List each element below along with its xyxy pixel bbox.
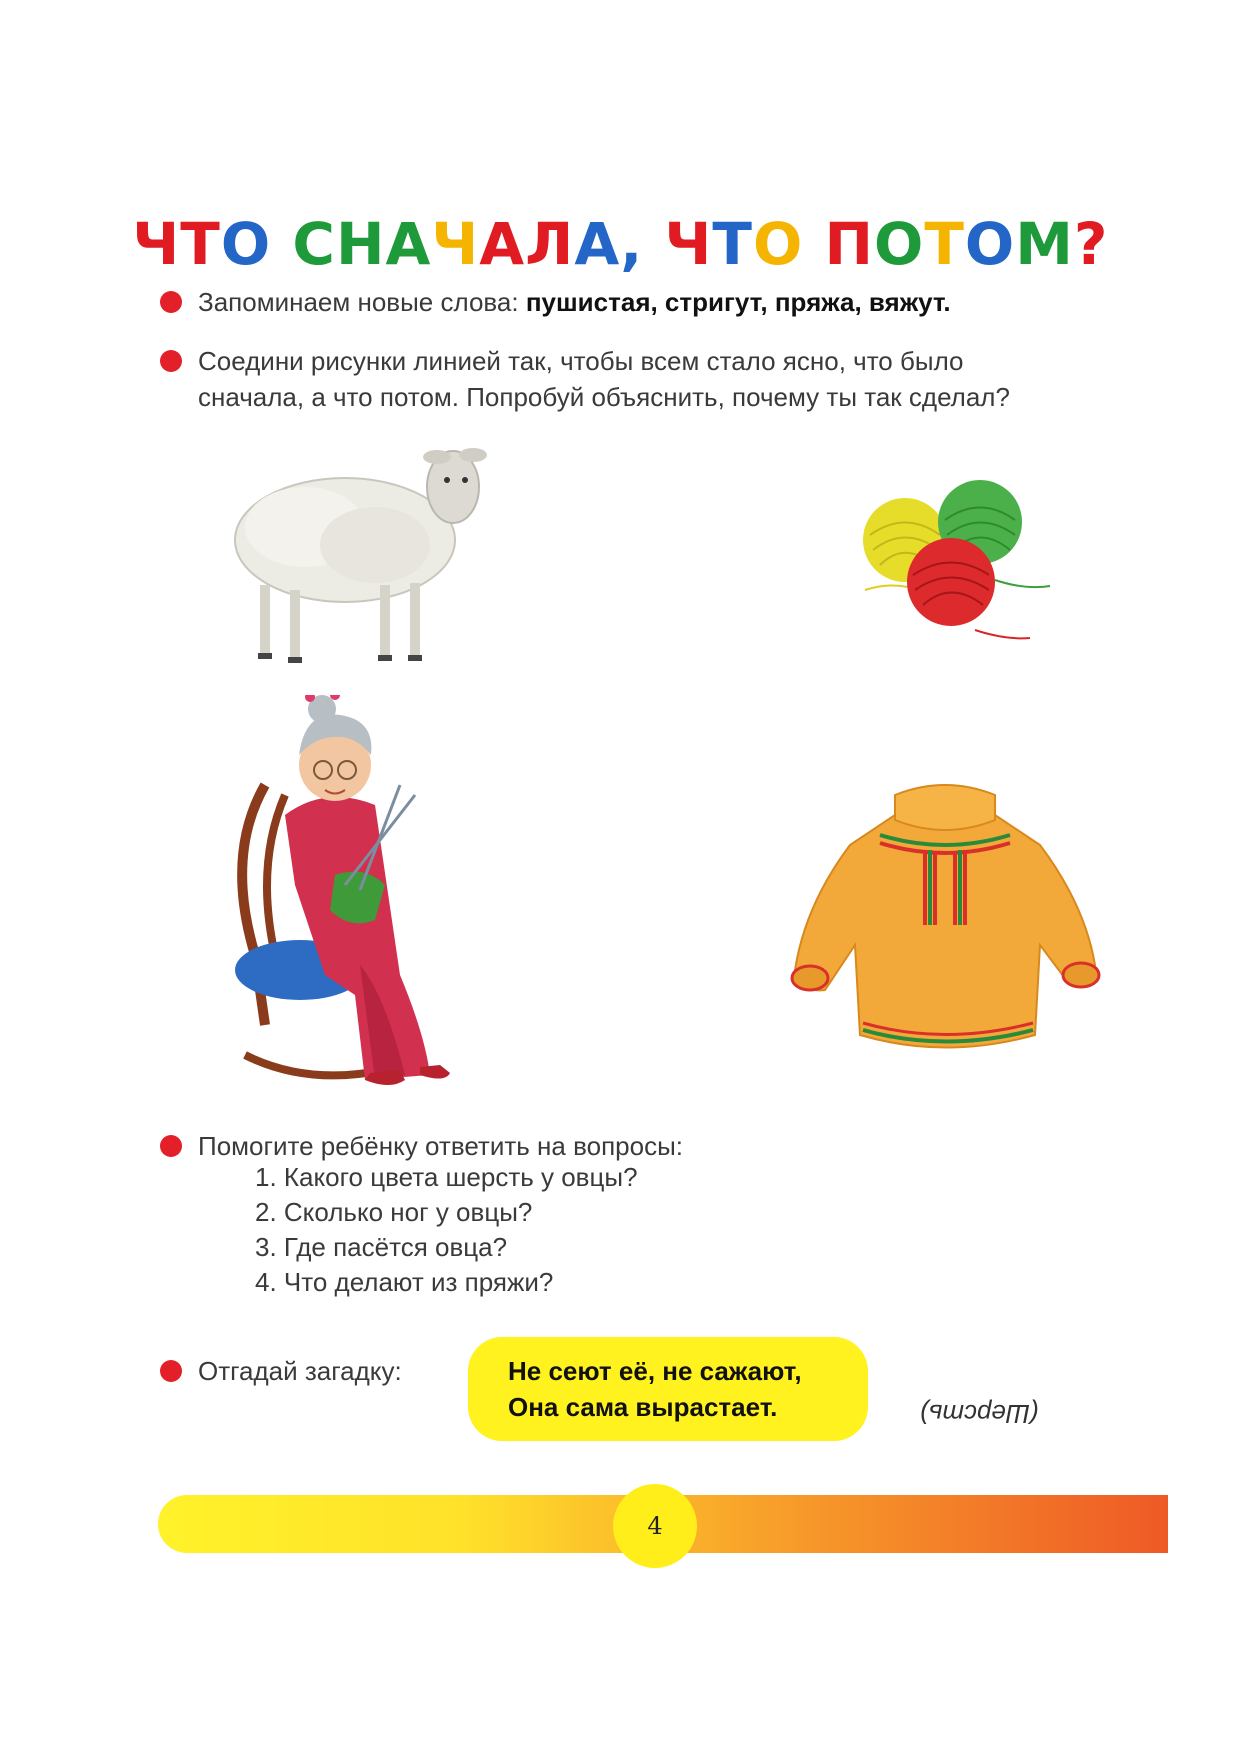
yarn-balls-illustration[interactable] <box>855 480 1055 650</box>
title-letter: Т <box>180 210 221 278</box>
title-letter <box>803 210 824 278</box>
connect-line-2: сначала, а что потом. Попробуй объяснить, почему ты так сделал? <box>198 382 1010 412</box>
bullet-dot <box>160 1360 182 1382</box>
title-letter: С <box>292 210 336 278</box>
grandmother-knitting-illustration[interactable] <box>225 695 505 1115</box>
title-letter: О <box>874 210 925 278</box>
title-letter: Ч <box>431 210 480 278</box>
bullet-help-questions <box>160 1128 683 1164</box>
bullet-connect <box>160 343 1010 415</box>
title-letter: Т <box>712 210 753 278</box>
title-letter <box>643 210 664 278</box>
bullet-text: Запоминаем новые слова: пушистая, стригут, пряжа, вяжут. <box>198 287 951 317</box>
riddle-lead: Отгадай загадку: <box>198 1356 402 1386</box>
questions-list <box>255 1160 638 1300</box>
new-words-bold: пушистая, стригут, пряжа, вяжут. <box>525 287 951 317</box>
title-letter: Ч <box>664 210 713 278</box>
title-letter: ? <box>1073 210 1109 278</box>
question-3: 3. Где пасётся овца? <box>255 1232 508 1262</box>
riddle-box <box>468 1337 868 1441</box>
bullet-dot <box>160 1135 182 1157</box>
sweater-illustration[interactable] <box>785 775 1105 1055</box>
title-letter: Н <box>335 210 386 278</box>
title-letter: А <box>574 210 621 278</box>
title-letter: О <box>220 210 272 278</box>
page-number: 4 <box>613 1484 697 1568</box>
bullet-dot <box>160 291 182 313</box>
bullet-new-words <box>160 284 951 320</box>
title-letter: М <box>1015 210 1074 278</box>
title-letter <box>271 210 292 278</box>
riddle-answer-upside-down: (Шерсть) <box>920 1399 1039 1429</box>
riddle-line-1: Не сеют её, не сажают, <box>508 1356 802 1386</box>
title-letter: П <box>824 210 874 278</box>
title-letter: Л <box>525 210 575 278</box>
question-4: 4. Что делают из пряжи? <box>255 1267 554 1297</box>
title-letter: , <box>620 210 644 278</box>
title-letter: О <box>752 210 804 278</box>
help-text: Помогите ребёнку ответить на вопросы: <box>198 1131 683 1161</box>
title-letter: О <box>964 210 1016 278</box>
title-letter: Т <box>924 210 965 278</box>
riddle-line-2: Она сама вырастает. <box>508 1392 778 1422</box>
bullet-dot <box>160 350 182 372</box>
page-title <box>0 210 1241 278</box>
title-letter: Ч <box>132 210 181 278</box>
title-letter: А <box>385 210 432 278</box>
question-1: 1. Какого цвета шерсть у овцы? <box>255 1162 638 1192</box>
connect-line-1: Соедини рисунки линией так, чтобы всем стало ясно, что было <box>198 346 964 376</box>
bullet-riddle <box>160 1353 402 1389</box>
title-letter: А <box>479 210 526 278</box>
question-2: 2. Сколько ног у овцы? <box>255 1197 533 1227</box>
sheep-illustration[interactable] <box>215 435 505 675</box>
